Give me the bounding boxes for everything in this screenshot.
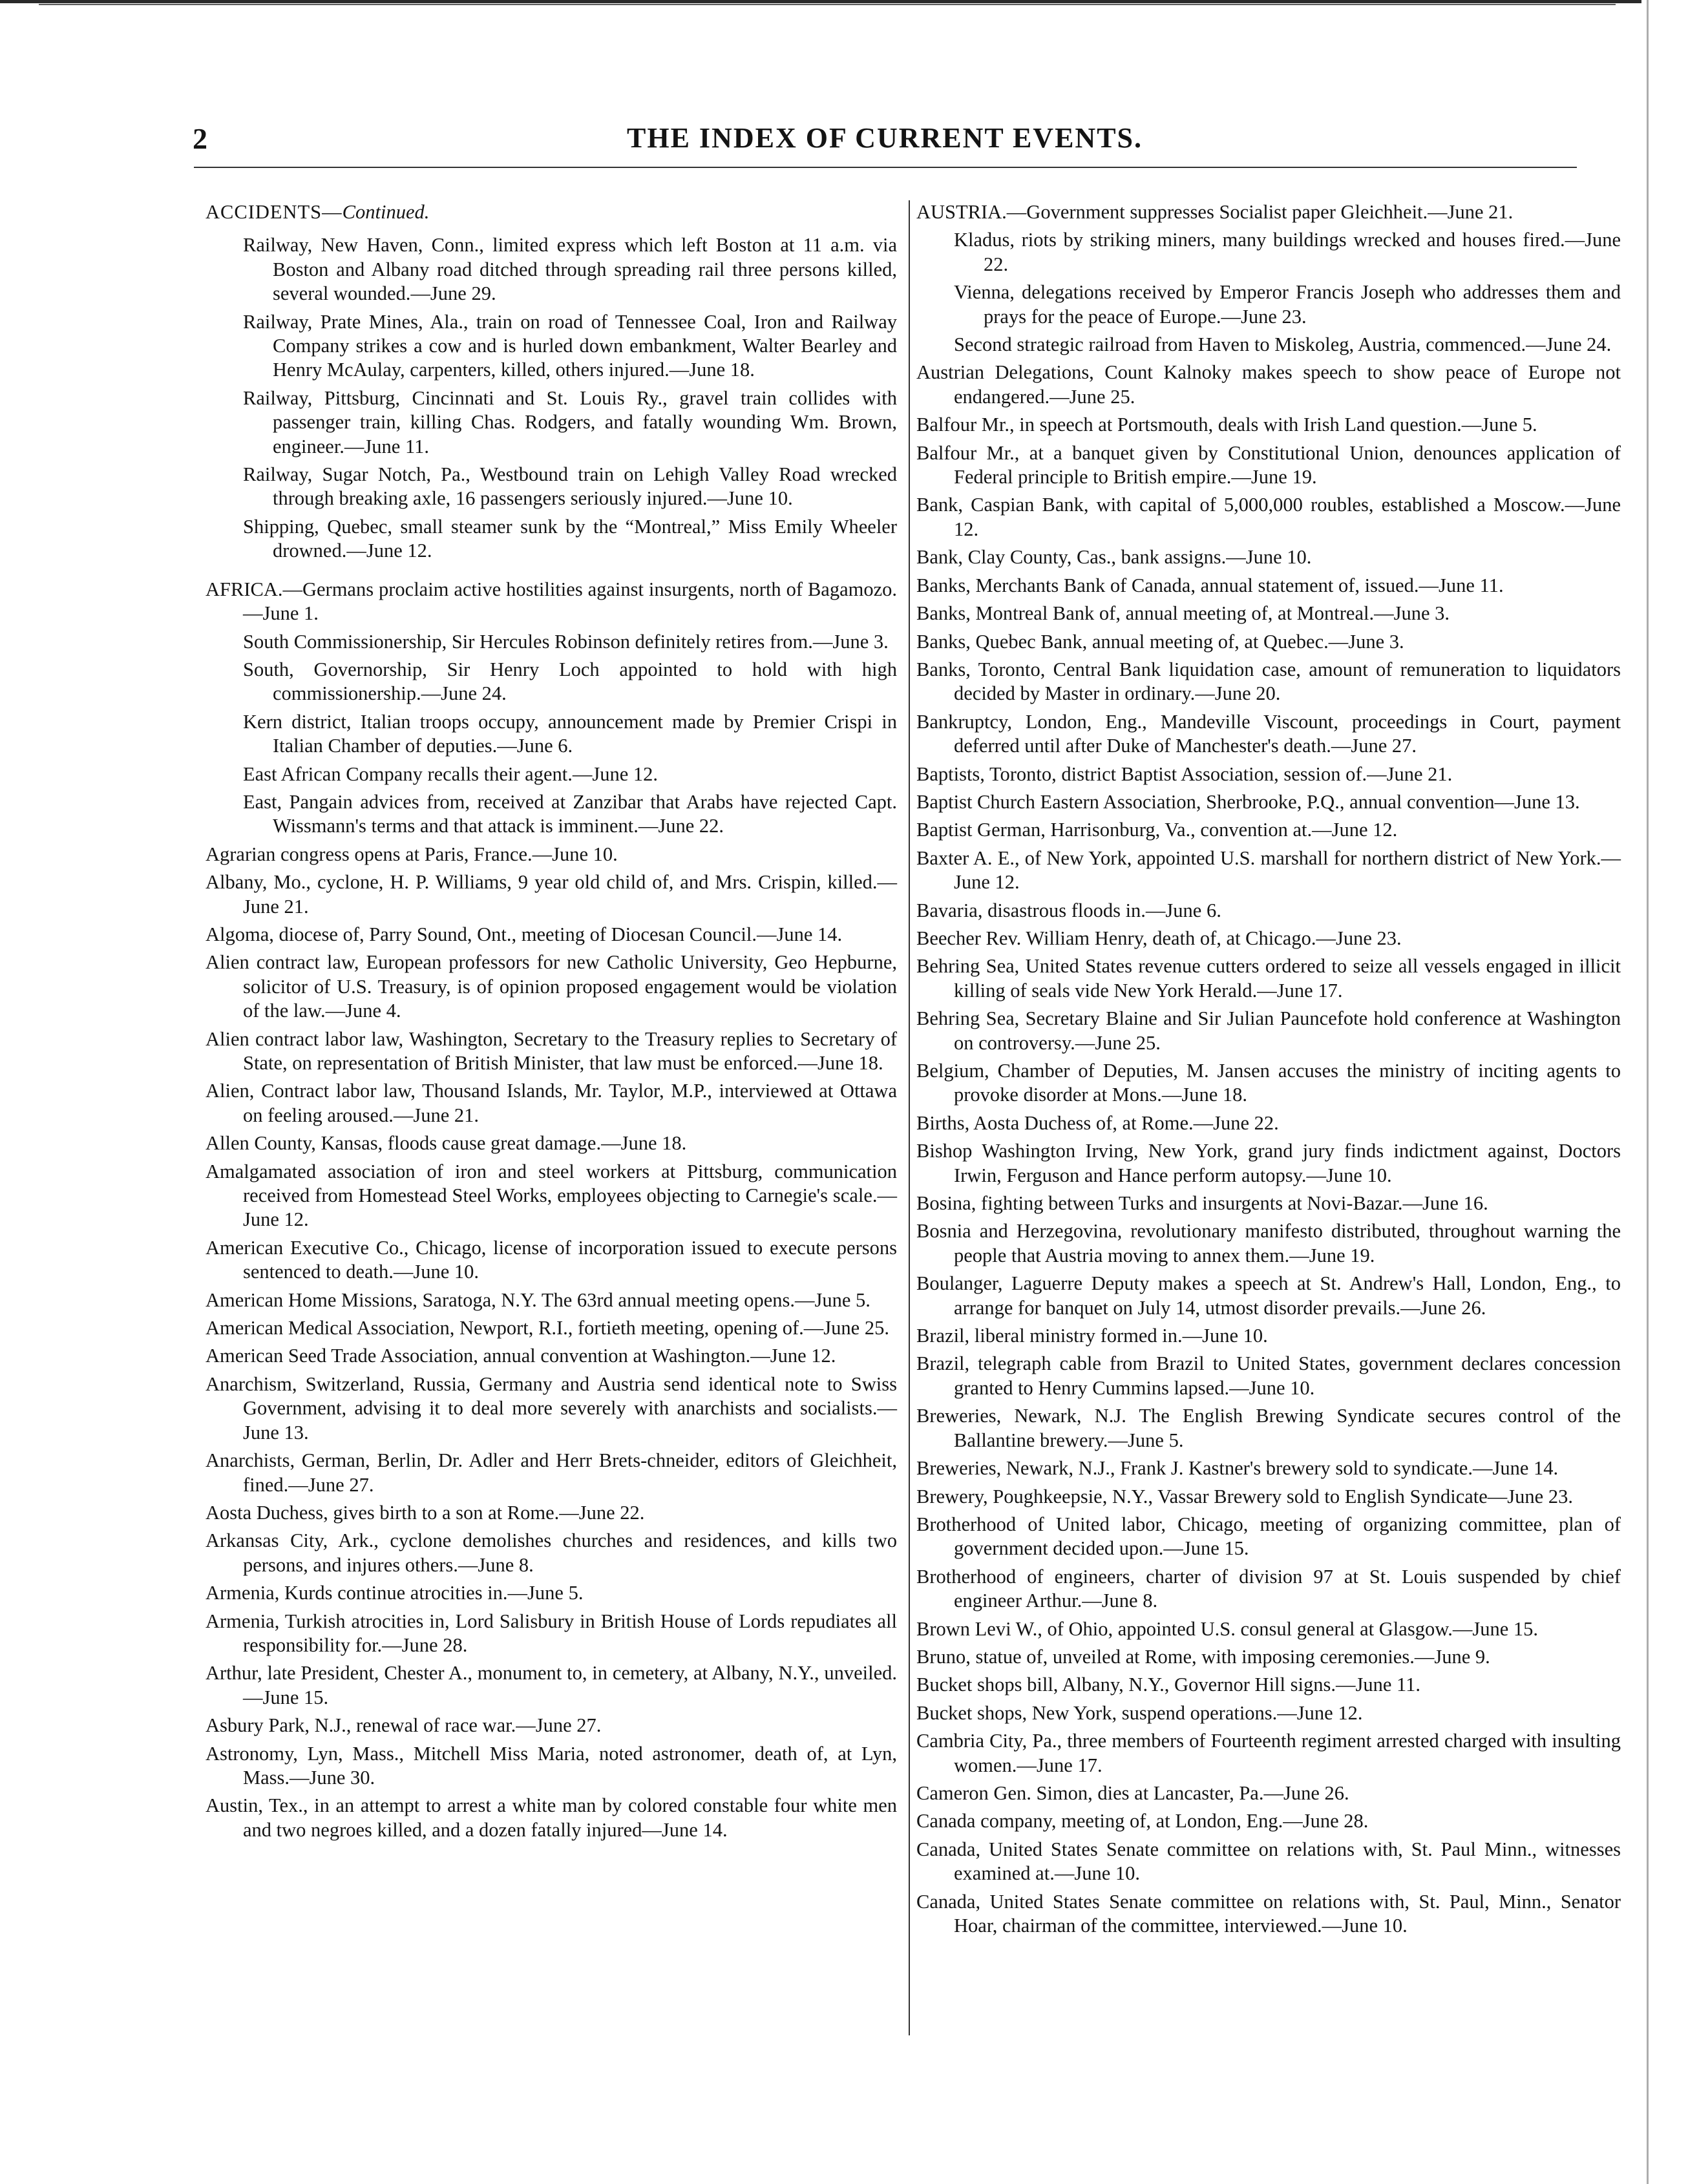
index-entry: Banks, Quebec Bank, annual meeting of, at Quebec.—June 3. xyxy=(916,630,1404,653)
index-entry: AUSTRIA.—Government suppresses Socialist paper Gleichheit.—June 21. xyxy=(916,201,1514,223)
index-entry: Bankruptcy, London, Eng., Mandeville Viscount, proceedings in Court, payment deferred until after Duke of Manchester's death.—June 27. xyxy=(916,710,1621,757)
index-entry: Brazil, liberal ministry formed in.—June 10. xyxy=(916,1325,1268,1347)
index-entry: Banks, Toronto, Central Bank liquidation case, amount of remuneration to liquidators decided by Master in ordinary.—June 20. xyxy=(916,658,1621,705)
index-entry: Banks, Montreal Bank of, annual meeting of, at Montreal.—June 3. xyxy=(916,602,1450,625)
index-entry: Bucket shops, New York, suspend operations.—June 12. xyxy=(916,1701,1363,1724)
index-entry: Bruno, statue of, unveiled at Rome, with imposing ceremonies.—June 9. xyxy=(916,1645,1490,1668)
index-entry: Alien contract law, European professors for new Catholic University, Geo Hepburne, solicitor of U.S. Treasury, is of opinion proposed engagement would be violation of the law.—June 4. xyxy=(206,951,897,1022)
index-entry: Bishop Washington Irving, New York, grand jury finds indictment against, Doctors Irwin, Ferguson and Hance perform autopsy.—June 10. xyxy=(916,1140,1621,1186)
section-heading-continued-note: Continued. xyxy=(342,201,430,223)
index-entry: Belgium, Chamber of Deputies, M. Jansen accuses the ministry of inciting agents to provoke disorder at Mons.—June 18. xyxy=(916,1060,1621,1106)
index-entry: Bank, Clay County, Cas., bank assigns.—June 10. xyxy=(916,546,1312,569)
index-entry: Bucket shops bill, Albany, N.Y., Governor Hill signs.—June 11. xyxy=(916,1674,1420,1696)
running-head-title: THE INDEX OF CURRENT EVENTS. xyxy=(627,122,1143,154)
index-entry: Alien contract labor law, Washington, Secretary to the Treasury replies to Secretary of State, on representation of British Minister, that law must be enforced.—June 18. xyxy=(206,1027,897,1074)
index-entry: Bosnia and Herzegovina, revolutionary manifesto distributed, throughout warning the people that Austria moving to annex them.—June 19. xyxy=(916,1220,1621,1266)
index-entry: American Medical Association, Newport, R.I., fortieth meeting, opening of.—June 25. xyxy=(206,1317,889,1339)
index-entry: Baptists, Toronto, district Baptist Association, session of.—June 21. xyxy=(916,762,1453,785)
index-entry: Arthur, late President, Chester A., monument to, in cemetery, at Albany, N.Y., unveiled.—June 15. xyxy=(206,1662,897,1708)
index-entry: Algoma, diocese of, Parry Sound, Ont., meeting of Diocesan Council.—June 14. xyxy=(206,923,843,945)
index-entry: Banks, Merchants Bank of Canada, annual statement of, issued.—June 11. xyxy=(916,574,1504,596)
section-heading-accidents xyxy=(206,200,897,224)
index-entry: South, Governorship, Sir Henry Loch appointed to hold with high commissionership.—June 24. xyxy=(243,658,897,705)
index-entry: Railway, Sugar Notch, Pa., Westbound train on Lehigh Valley Road wrecked through breaking axle, 16 passengers seriously injured.—June 10. xyxy=(243,463,897,510)
index-entry: Balfour Mr., at a banquet given by Constitutional Union, denounces application of Federal principle to British empire.—June 19. xyxy=(916,441,1621,488)
index-entry: Boulanger, Laguerre Deputy makes a speech at St. Andrew's Hall, London, Eng., to arrange for banquet on July 14, utmost disorder prevails.—June 26. xyxy=(916,1272,1621,1319)
index-entry: Albany, Mo., cyclone, H. P. Williams, 9 year old child of, and Mrs. Crispin, killed.—June 21. xyxy=(206,871,897,918)
index-entry: Asbury Park, N.J., renewal of race war.—June 27. xyxy=(206,1714,602,1737)
index-entry: Austin, Tex., in an attempt to arrest a white man by colored constable four white men and two negroes killed, and a dozen fatally injured—June 14. xyxy=(206,1794,897,1841)
index-entry: Railway, Prate Mines, Ala., train on road of Tennessee Coal, Iron and Railway Company strikes a cow and is hurled down embankment, Walter Bearley and Henry McAulay, carpenters, killed, others injured.—June 18. xyxy=(243,310,897,381)
index-entry: Kern district, Italian troops occupy, announcement made by Premier Crispi in Italian Chamber of deputies.—June 6. xyxy=(243,710,897,757)
right-entry-list xyxy=(916,200,1621,1938)
index-entry: Brewery, Poughkeepsie, N.Y., Vassar Brewery sold to English Syndicate—June 23. xyxy=(916,1485,1573,1507)
index-entry: AFRICA.—Germans proclaim active hostilities against insurgents, north of Bagamozo.—June 1. xyxy=(206,578,897,625)
index-entry: Brown Levi W., of Ohio, appointed U.S. consul general at Glasgow.—June 15. xyxy=(916,1617,1539,1640)
index-entry: East African Company recalls their agent.—June 12. xyxy=(243,762,659,785)
index-entry: Brotherhood of engineers, charter of division 97 at St. Louis suspended by chief engineer Arthur.—June 8. xyxy=(916,1565,1621,1612)
index-entry: Beecher Rev. William Henry, death of, at Chicago.—June 23. xyxy=(916,927,1402,949)
index-entry: South Commissionership, Sir Hercules Robinson definitely retires from.—June 3. xyxy=(243,630,889,653)
index-entry: Armenia, Kurds continue atrocities in.—June 5. xyxy=(206,1582,584,1604)
index-entry: Breweries, Newark, N.J., Frank J. Kastner's brewery sold to syndicate.—June 14. xyxy=(916,1457,1559,1480)
index-entry: Bavaria, disastrous floods in.—June 6. xyxy=(916,899,1221,921)
index-entry: Behring Sea, United States revenue cutters ordered to seize all vessels engaged in illicit killing of seals vide New York Herald.—June 17. xyxy=(916,955,1621,1002)
index-entry: Canada company, meeting of, at London, Eng.—June 28. xyxy=(916,1810,1369,1832)
index-entry: Anarchists, German, Berlin, Dr. Adler and Herr Brets-chneider, editors of Gleichheit, fined.—June 27. xyxy=(206,1449,897,1496)
index-entry: American Seed Trade Association, annual convention at Washington.—June 12. xyxy=(206,1345,836,1367)
index-entry: Arkansas City, Ark., cyclone demolishes churches and residences, and kills two persons, and injures others.—June 8. xyxy=(206,1529,897,1576)
index-entry: Baptist German, Harrisonburg, Va., convention at.—June 12. xyxy=(916,819,1398,841)
index-entry: Amalgamated association of iron and steel workers at Pittsburg, communication received from Homestead Steel Works, employees objecting to Carnegie's scale.—June 12. xyxy=(206,1160,897,1231)
index-entry: Bank, Caspian Bank, with capital of 5,000,000 roubles, established a Moscow.—June 12. xyxy=(916,494,1621,540)
index-entry: Anarchism, Switzerland, Russia, Germany and Austria send identical note to Swiss Government, advising it to deal more severely with anarchists and socialists.—June 13. xyxy=(206,1372,897,1444)
index-entry: American Executive Co., Chicago, license of incorporation issued to execute persons sentenced to death.—June 10. xyxy=(206,1236,897,1283)
index-entry: Vienna, delegations received by Emperor Francis Joseph who addresses them and prays for the peace of Europe.—June 23. xyxy=(954,281,1621,328)
index-entry: Allen County, Kansas, floods cause great damage.—June 18. xyxy=(206,1132,687,1155)
page-edge-shadow xyxy=(1647,0,1649,2184)
index-entry: Bosina, fighting between Turks and insurgents at Novi-Bazar.—June 16. xyxy=(916,1192,1488,1215)
index-entry: Balfour Mr., in speech at Portsmouth, deals with Irish Land question.—June 5. xyxy=(916,414,1537,436)
section-heading-name: ACCIDENTS— xyxy=(206,201,343,223)
index-entry: Births, Aosta Duchess of, at Rome.—June 22. xyxy=(916,1111,1279,1134)
index-entry: Astronomy, Lyn, Mass., Mitchell Miss Maria, noted astronomer, death of, at Lyn, Mass.—June 30. xyxy=(206,1742,897,1789)
index-entry: Aosta Duchess, gives birth to a son at Rome.—June 22. xyxy=(206,1501,645,1524)
index-entry: Agrarian congress opens at Paris, France.—June 10. xyxy=(206,843,618,865)
index-entry: American Home Missions, Saratoga, N.Y. The 63rd annual meeting opens.—June 5. xyxy=(206,1288,870,1311)
index-entry: Brazil, telegraph cable from Brazil to United States, government declares concession granted to Henry Cummins lapsed.—June 10. xyxy=(916,1352,1621,1399)
index-entry: Austrian Delegations, Count Kalnoky makes speech to show peace of Europe not endangered.—June 25. xyxy=(916,361,1621,408)
top-border-rule xyxy=(0,0,1641,3)
index-entry: Railway, Pittsburg, Cincinnati and St. Louis Ry., gravel train collides with passenger train, killing Chas. Rodgers, and fatally wounding Wm. Brown, engineer.—June 11. xyxy=(243,386,897,457)
index-entry: Canada, United States Senate committee on relations with, St. Paul, Minn., Senator Hoar, chairman of the committee, interviewed.—June 10. xyxy=(916,1890,1621,1937)
index-entry: Canada, United States Senate committee on relations with, St. Paul Minn., witnesses examined at.—June 10. xyxy=(916,1838,1621,1885)
index-entry: Armenia, Turkish atrocities in, Lord Salisbury in British House of Lords repudiates all responsibility for.—June 28. xyxy=(206,1610,897,1656)
top-border-rule-inner xyxy=(39,4,1616,5)
index-entry: Cameron Gen. Simon, dies at Lancaster, Pa.—June 26. xyxy=(916,1781,1349,1804)
index-entry: Railway, New Haven, Conn., limited express which left Boston at 11 a.m. via Boston and Albany road ditched through spreading rail three persons killed, several wounded.—June 29. xyxy=(243,234,897,305)
index-entry: Alien, Contract labor law, Thousand Islands, Mr. Taylor, M.P., interviewed at Ottawa on feeling aroused.—June 21. xyxy=(206,1080,897,1126)
index-entry: Baxter A. E., of New York, appointed U.S. marshall for northern district of New York.—June 12. xyxy=(916,846,1621,894)
index-entry: Brotherhood of United labor, Chicago, meeting of organizing committee, plan of government decided upon.—June 15. xyxy=(916,1513,1621,1560)
index-entry: Cambria City, Pa., three members of Fourteenth regiment arrested charged with insulting women.—June 17. xyxy=(916,1730,1621,1776)
index-entry: East, Pangain advices from, received at Zanzibar that Arabs have rejected Capt. Wissmann's terms and that attack is imminent.—June 22. xyxy=(243,790,897,837)
index-entry: Second strategic railroad from Haven to Miskoleg, Austria, commenced.—June 24. xyxy=(954,333,1612,356)
index-entry: Baptist Church Eastern Association, Sherbrooke, P.Q., annual convention—June 13. xyxy=(916,790,1580,813)
left-column xyxy=(206,200,897,1846)
index-entry: Kladus, riots by striking miners, many buildings wrecked and houses fired.—June 22. xyxy=(954,229,1621,275)
index-entry: Breweries, Newark, N.J. The English Brewing Syndicate secures control of the Ballantine brewery.—June 5. xyxy=(916,1405,1621,1451)
column-divider xyxy=(909,200,910,2035)
page-number: 2 xyxy=(193,122,207,155)
index-entry: Behring Sea, Secretary Blaine and Sir Julian Pauncefote hold conference at Washington on controversy.—June 25. xyxy=(916,1007,1621,1054)
right-column xyxy=(916,200,1621,1942)
left-entry-list xyxy=(206,233,897,1842)
header-rule xyxy=(194,167,1577,168)
index-entry: Shipping, Quebec, small steamer sunk by the “Montreal,” Miss Emily Wheeler drowned.—June 12. xyxy=(243,515,897,562)
